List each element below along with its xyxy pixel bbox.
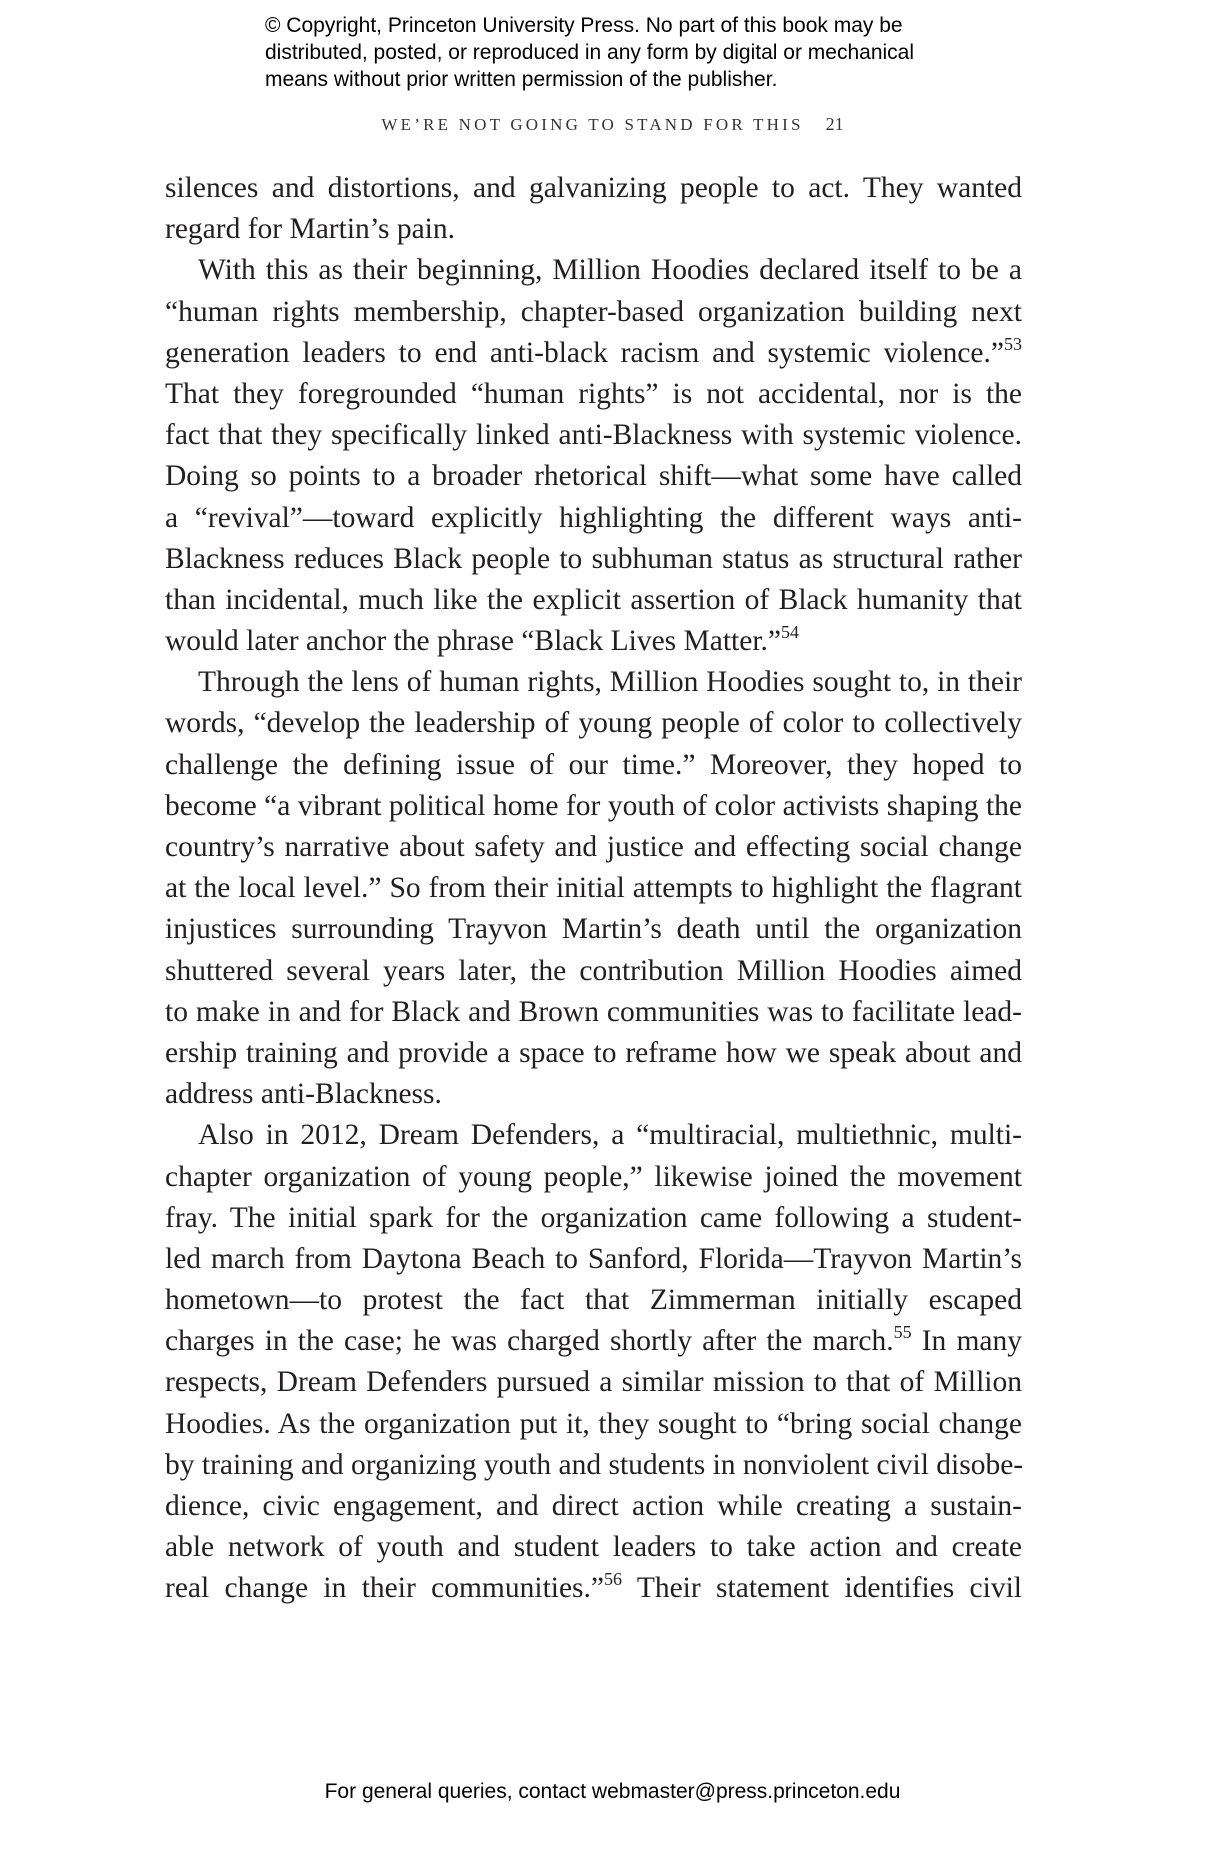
text-line bbox=[165, 498, 1022, 539]
text-line bbox=[165, 1362, 1022, 1403]
footnote-marker: 53 bbox=[1004, 333, 1022, 354]
text-line bbox=[165, 250, 1022, 291]
notice-line: distributed, posted, or reproduced in any form by digital or mechanical bbox=[265, 41, 915, 64]
running-head bbox=[0, 114, 1225, 135]
text-line bbox=[165, 168, 1022, 209]
line-text: able network of youth and student leaders to take action and create bbox=[165, 1531, 1022, 1564]
line-text: With this as their beginning, Million Hoodies declared itself to be a bbox=[198, 254, 1022, 287]
footer-contact: For general queries, contact webmaster@press.princeton.edu bbox=[324, 1780, 901, 1803]
text-line bbox=[165, 209, 1022, 250]
line-text: fact that they specifically linked anti-Blackness with systemic violence. bbox=[165, 419, 1022, 452]
text-line bbox=[165, 745, 1022, 786]
line-text: Doing so points to a broader rhetorical shift—what some have called bbox=[165, 460, 1022, 493]
line-text: In many bbox=[911, 1325, 1022, 1358]
line-text: Their statement identifies civil bbox=[622, 1572, 1022, 1605]
line-text: at the local level.” So from their initial attempts to highlight the flagrant bbox=[165, 872, 1022, 905]
line-text: country’s narrative about safety and justice and effecting social change bbox=[165, 831, 1022, 863]
text-line bbox=[165, 580, 1022, 621]
line-text: Through the lens of human rights, Million Hoodies sought to, in their bbox=[198, 666, 1022, 699]
line-text: become “a vibrant political home for youth of color activists shaping the bbox=[165, 789, 1022, 822]
line-text: to make in and for Black and Brown communities was to facilitate lead- bbox=[165, 995, 1022, 1028]
paragraph bbox=[165, 1115, 1022, 1609]
text-line bbox=[165, 1074, 1022, 1115]
text-line bbox=[165, 621, 1022, 662]
text-line bbox=[165, 1404, 1022, 1445]
line-text: a “revival”—toward explicitly highlighting the different ways anti- bbox=[165, 501, 1022, 534]
line-text: address anti-Blackness. bbox=[165, 1078, 442, 1111]
line-text: silences and distortions, and galvanizing people to act. They wanted bbox=[165, 172, 1022, 204]
text-line bbox=[165, 1115, 1022, 1156]
line-text: real change in their communities.” bbox=[165, 1572, 604, 1605]
text-line bbox=[165, 1198, 1022, 1239]
text-line bbox=[165, 292, 1022, 333]
line-text: That they foregrounded “human rights” is not accidental, nor is the bbox=[165, 377, 1022, 410]
text-line bbox=[165, 703, 1022, 744]
line-text: would later anchor the phrase “Black Lives Matter.” bbox=[165, 625, 781, 658]
line-text: charges in the case; he was charged shortly after the march. bbox=[165, 1325, 894, 1358]
line-text: generation leaders to end anti-black racism and systemic violence.” bbox=[165, 336, 1004, 369]
line-text: challenge the defining issue of our time.” Moreover, they hoped to bbox=[165, 748, 1022, 781]
line-text: injustices surrounding Trayvon Martin’s death until the organization bbox=[165, 913, 1022, 946]
text-line bbox=[165, 1033, 1022, 1074]
footnote-marker: 55 bbox=[893, 1322, 912, 1343]
text-line bbox=[165, 1568, 1022, 1609]
line-text: Also in 2012, Dream Defenders, a “multiracial, multiethnic, multi- bbox=[198, 1119, 1022, 1152]
text-line bbox=[165, 786, 1022, 827]
text-line bbox=[165, 1239, 1022, 1280]
notice-line: © Copyright, Princeton University Press. No part of this book may be bbox=[265, 14, 903, 37]
line-text: by training and organizing youth and students in nonviolent civil disobe- bbox=[165, 1448, 1024, 1481]
text-line bbox=[165, 1486, 1022, 1527]
line-text: Blackness reduces Black people to subhuman status as structural rather bbox=[165, 542, 1022, 575]
line-text: dience, civic engagement, and direct action while creating a sustain- bbox=[165, 1490, 1022, 1522]
text-line bbox=[165, 539, 1022, 580]
text-line bbox=[165, 1445, 1022, 1486]
text-line bbox=[165, 1157, 1022, 1198]
text-line bbox=[165, 415, 1022, 456]
text-line bbox=[165, 456, 1022, 497]
line-text: shuttered several years later, the contribution Million Hoodies aimed bbox=[165, 954, 1022, 987]
line-text: than incidental, much like the explicit assertion of Black humanity that bbox=[165, 583, 1022, 616]
line-text: respects, Dream Defenders pursued a similar mission to that of Million bbox=[165, 1366, 1022, 1399]
line-text: chapter organization of young people,” likewise joined the movement bbox=[165, 1160, 1022, 1193]
text-line bbox=[165, 909, 1022, 950]
footnote-marker: 54 bbox=[781, 622, 799, 643]
line-text: led march from Daytona Beach to Sanford, Florida—Trayvon Martin’s bbox=[165, 1242, 1022, 1275]
line-text: “human rights membership, chapter-based organization building next bbox=[165, 295, 1022, 328]
line-text: hometown—to protest the fact that Zimmerman initially escaped bbox=[165, 1284, 1022, 1317]
text-line bbox=[165, 374, 1022, 415]
body-text bbox=[165, 168, 1022, 1610]
notice-line: means without prior written permission of the publisher. bbox=[265, 68, 778, 91]
text-line bbox=[165, 951, 1022, 992]
line-text: fray. The initial spark for the organization came following a student- bbox=[165, 1201, 1022, 1234]
running-head-title: WE’RE NOT GOING TO STAND FOR THIS bbox=[381, 115, 804, 134]
footnote-marker: 56 bbox=[604, 1569, 622, 1590]
paragraph bbox=[165, 168, 1022, 250]
line-text: regard for Martin’s pain. bbox=[165, 213, 455, 246]
text-line bbox=[165, 1280, 1022, 1321]
text-line bbox=[165, 1527, 1022, 1568]
text-line bbox=[165, 827, 1022, 868]
text-line bbox=[165, 333, 1022, 374]
paragraph bbox=[165, 662, 1022, 1115]
line-text: Hoodies. As the organization put it, they sought to “bring social change bbox=[165, 1407, 1022, 1440]
text-line bbox=[165, 992, 1022, 1033]
line-text: ership training and provide a space to reframe how we speak about and bbox=[165, 1036, 1022, 1069]
page-number: 21 bbox=[825, 114, 844, 134]
copyright-notice bbox=[265, 12, 914, 93]
text-line bbox=[165, 868, 1022, 909]
paragraph bbox=[165, 250, 1022, 662]
text-line bbox=[165, 662, 1022, 703]
line-text: words, “develop the leadership of young people of color to collectively bbox=[165, 707, 1022, 740]
text-line bbox=[165, 1321, 1022, 1362]
